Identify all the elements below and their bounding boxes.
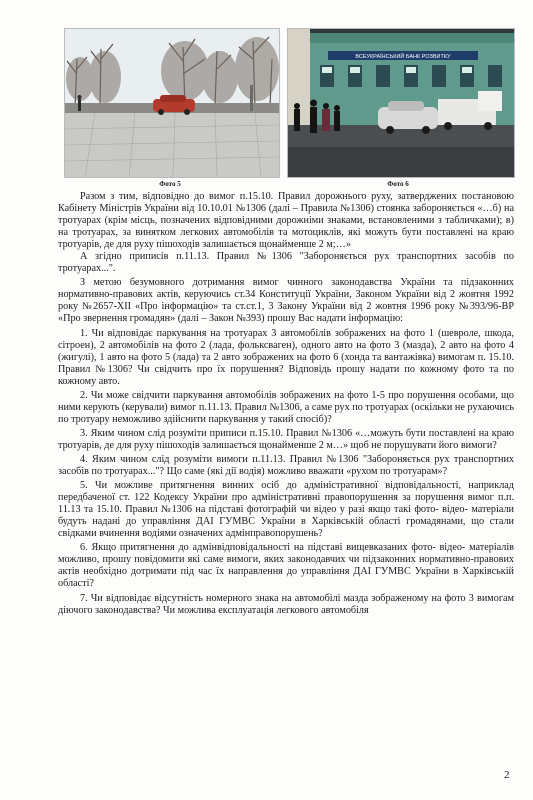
photo-5-caption: Фото 5 [159,180,181,188]
paragraph-request: З метою безумовного дотримання вимог чинного законодавства України та підзаконних нормативно-правових актів, керуючись ст.34 Конституції України, Законом України від 2 жовтня 1992 року №2657-XII «Про інформацію» та ст.ст.1, 3 Закону України від 2 жовтня 1996 року №393/96-ВР «Про звернення громадян» (далі – Закон №393) прошу Вас надати інформацію: [58,277,514,325]
photo-6 [287,28,515,178]
question-4: 4. Яким чином слід розуміти вимоги п.11.13. Правил №1306 "Забороняється рух транспортних засобів по тротуарах..."? Що саме (які дії водія) можливо вважати «рухом по тротуарам»? [58,453,514,478]
question-7: 7. Чи відповідає відсутність номерного знака на автомобілі мазда зображеному на фото 3 вимогам діючого законодавства? Чи можлива експлуатація легкового автомобіля [58,592,514,616]
question-2: 2. Чи може свідчити паркування автомобілів зображених на фото 1-5 про порушення особами, що ними керують (керували) вимог п.11.13. Правил №1306, а саме рух по тротуарах (оскільки не рухаючись по тротуару неможливо здійснити паркування у такий спосіб)? [58,389,514,425]
paragraph-rule-11-13: А згідно приписів п.11.13. Правил №1306 "Забороняється рух транспортних засобів по тротуарах...". [58,251,514,275]
photo-6-caption: Фото 6 [387,180,409,188]
question-1: 1. Чи відповідає паркування на тротуарах 3 автомобілів зображених на фото 1 (шевроле, шкода, сітроен), 2 автомобілів на фото 2 (лада, фольксваген), одного авто на фото 3 (мазда), 2 авто на фото 4 (жигулі), 1 авто на фото 5 (лада) та 2 авто зображених на фото 6 (хонда та вантажівка) вимогам п. 15.10. Правил №1306? Чи свідчить про їх порушення? Відповідь прошу надати по кожному фото та по кожному авто. [58,327,514,387]
question-3: 3. Яким чином слід розуміти приписи п.15.10. Правил №1306 «…можуть бути поставлені на краю тротуарів, де для руху пішоходів залишається щонайменше 2 м…» щоб не порушувати його вимоги? [58,427,514,451]
page-number: 2 [504,769,510,781]
photo-5 [64,28,280,178]
question-6: 6. Якщо притягнення до адмінвідповідальності на підставі вищевказаних фото- відео- матеріалів можливо, прошу повідомити які саме вимоги, яких законодавчих чи підзаконних нормативно-правових актів необхідно дотримати під час їх направлення до управління ДАІ ГУМВС України в Харківській області? [58,542,514,590]
question-5: 5. Чи можливе притягнення винних осіб до адміністративної відповідальності, наприклад передбаченої ст. 122 Кодексу України про адміністративні правопорушення за порушення вимог п.п. 11.13 та 15.10. Правил №1306 на підставі фотографій чи відео у разі якщо такі фото- відео- матеріали будуть надані до управління ДАІ ГУМВС України в Харківській області громадянами, що стали свідками вчинення водіями означених адмінправопорушень? [58,480,514,540]
bank-sign: ВСЕУКРАЇНСЬКИЙ БАНК РОЗВИТКУ [355,54,451,60]
body-text [58,191,514,617]
paragraph-rules-parking: Разом з тим, відповідно до вимог п.15.10. Правил дорожнього руху, затверджених постановою Кабінету Міністрів України від 10.10.01 №1306 (далі – Правила №1306) стоянка забороняється «…б) на тротуарах (крім місць, позначених відповідними дорожніми знаками, встановленими з табличками); в) на тротуарах, за винятком легкових автомобілів та мотоциклів, які можуть бути поставлені на краю тротуарів, де для руху пішоходів залишається щонайменше 2 м;…» [58,191,514,251]
